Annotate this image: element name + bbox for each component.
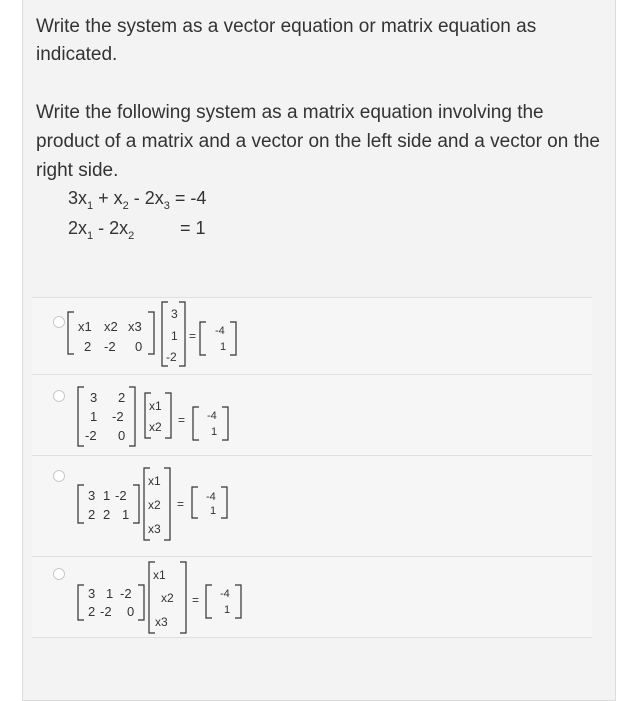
- matrix-b-r2c1: 1: [90, 409, 98, 424]
- matrix-c-r1c1: 3: [88, 488, 96, 503]
- vector-a-1: 3: [171, 307, 178, 321]
- system-equation-1: $3x_1 + x_2 - 2x_3 = -4$: [68, 188, 207, 212]
- matrix-c-r2c2: 2: [103, 507, 111, 522]
- matrix-a-r1c3: x3: [128, 319, 142, 334]
- rhs-a-2: 1: [220, 341, 227, 353]
- equals-c: =: [177, 497, 185, 511]
- rhs-b-1: -4: [207, 410, 217, 422]
- rhs-c-2: 1: [210, 505, 217, 517]
- vector-b-2: x2: [149, 420, 162, 434]
- matrix-b-r3c1: -2: [85, 428, 97, 443]
- question-line-1: Write the following system as a matrix equation involving the: [36, 102, 544, 123]
- matrix-b-r2c2: -2: [112, 409, 124, 424]
- matrix-a-r2c3: 0: [135, 339, 143, 354]
- question-line-3: right side.: [36, 160, 119, 181]
- matrix-a-r1c2: x2: [104, 319, 118, 334]
- vector-c-1: x1: [148, 474, 161, 488]
- system-equation-2: $2x_1 - 2x_2$: [68, 218, 135, 242]
- matrix-c-r1c2: 1: [103, 488, 111, 503]
- matrix-c-r2c1: 2: [88, 507, 96, 522]
- matrix-a-r2c2: -2: [104, 339, 116, 354]
- matrix-a-r2c1: 2: [84, 339, 92, 354]
- vector-c-3: x3: [148, 522, 161, 536]
- equals-b: =: [178, 413, 186, 427]
- instruction-line-2: indicated.: [36, 44, 118, 65]
- instruction-line-1: Write the system as a vector equation or matrix equation as: [36, 16, 537, 37]
- rhs-d-2: 1: [224, 604, 231, 616]
- matrix-c-r1c3: -2: [115, 488, 127, 503]
- rhs-b-2: 1: [211, 426, 218, 438]
- vector-b-1: x1: [149, 399, 162, 413]
- matrix-b-r1c1: 3: [90, 390, 98, 405]
- equals-a: =: [189, 329, 197, 343]
- question-line-2: product of a matrix and a vector on the left side and a vector on the: [36, 131, 600, 152]
- matrix-d-r1c2: 1: [106, 586, 114, 601]
- matrix-d-r1c1: 3: [88, 586, 96, 601]
- system-equation-2-rhs: = 1: [180, 218, 206, 238]
- vector-d-3: x3: [155, 615, 168, 629]
- matrix-d-r2c1: 2: [88, 604, 96, 619]
- vector-a-3: -2: [166, 350, 177, 364]
- matrix-c-r2c3: 1: [122, 507, 130, 522]
- vector-d-1: x1: [153, 568, 166, 582]
- rhs-c-1: -4: [206, 491, 216, 503]
- vector-a-2: 1: [171, 329, 178, 343]
- matrix-d-r2c3: 0: [127, 604, 135, 619]
- matrix-a-r1c1: x1: [78, 319, 92, 334]
- equals-d: =: [192, 593, 200, 607]
- rhs-a-1: -4: [215, 325, 225, 337]
- vector-d-2: x2: [161, 591, 174, 605]
- matrix-b-r1c2: 2: [118, 390, 126, 405]
- matrix-b-r3c2: 0: [118, 428, 126, 443]
- matrix-d-r2c2: -2: [100, 604, 112, 619]
- rhs-d-1: -4: [220, 588, 230, 600]
- matrix-d-r1c3: -2: [120, 586, 132, 601]
- vector-c-2: x2: [148, 498, 161, 512]
